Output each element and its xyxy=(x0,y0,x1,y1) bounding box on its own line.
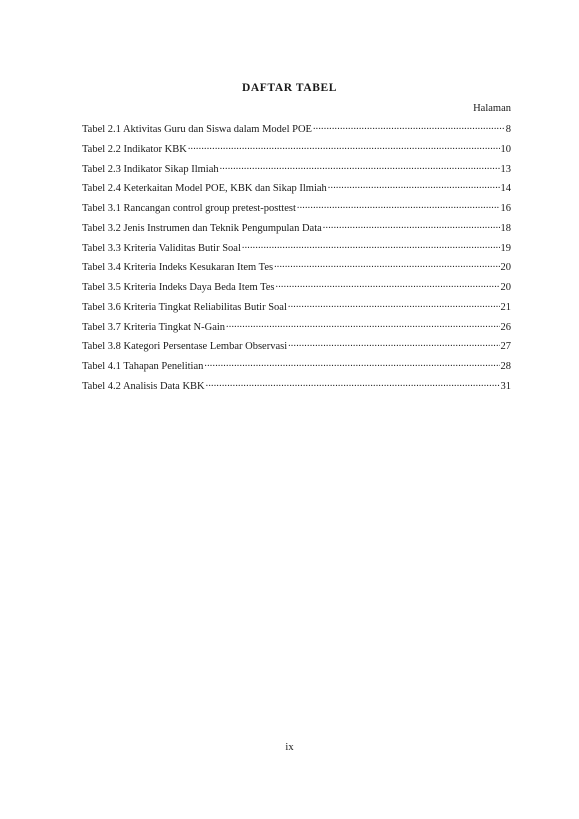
toc-entry-label: Tabel 3.8 Kategori Persentase Lembar Observasi xyxy=(82,341,288,353)
toc-entry-page: 18 xyxy=(500,222,511,234)
toc-entry[interactable] xyxy=(82,258,511,278)
toc-entry-page: 26 xyxy=(500,321,511,333)
dot-leader xyxy=(323,219,500,231)
toc-entry-label: Tabel 4.2 Analisis Data KBK xyxy=(82,380,205,392)
toc-entry-label: Tabel 3.5 Kriteria Indeks Daya Beda Item Tes xyxy=(82,282,275,293)
toc-entry-page: 21 xyxy=(500,301,511,313)
toc-entry-page: 28 xyxy=(500,361,511,372)
toc-entry[interactable] xyxy=(82,219,511,239)
toc-entry-label: Tabel 4.1 Tahapan Penelitian xyxy=(82,361,204,372)
toc-entry-page: 31 xyxy=(500,380,511,392)
toc-entry-label: Tabel 3.6 Kriteria Tingkat Reliabilitas Butir Soal xyxy=(82,301,287,313)
toc-entry-page: 14 xyxy=(500,183,511,195)
toc-entry-label: Tabel 2.4 Keterkaitan Model POE, KBK dan Sikap Ilmiah xyxy=(82,183,327,195)
toc-entry-label: Tabel 3.7 Kriteria Tingkat N-Gain xyxy=(82,321,226,333)
toc-entry[interactable] xyxy=(82,160,511,180)
toc-entry[interactable] xyxy=(82,239,511,259)
toc-entry-label: Tabel 2.3 Indikator Sikap Ilmiah xyxy=(82,163,219,175)
dot-leader xyxy=(313,120,505,132)
toc-entry-page: 27 xyxy=(500,341,511,353)
toc-entry-page: 20 xyxy=(500,262,511,274)
toc-entry-label: Tabel 3.2 Jenis Instrumen dan Teknik Pengumpulan Data xyxy=(82,222,322,234)
toc-entry[interactable] xyxy=(82,377,511,397)
dot-leader xyxy=(188,140,500,152)
dot-leader xyxy=(206,377,500,389)
toc-entry[interactable] xyxy=(82,357,511,377)
toc-entry-label: Tabel 2.1 Aktivitas Guru dan Siswa dalam Model POE xyxy=(82,124,312,135)
dot-leader xyxy=(220,160,500,172)
toc-entry-page: 20 xyxy=(500,282,511,293)
toc-entry[interactable] xyxy=(82,337,511,357)
toc-entry[interactable] xyxy=(82,199,511,219)
page-column-label: Halaman xyxy=(473,103,511,114)
toc-entry-page: 16 xyxy=(500,203,511,214)
page-number: ix xyxy=(285,742,294,753)
dot-leader xyxy=(328,179,500,191)
dot-leader xyxy=(288,298,500,310)
table-of-tables-list xyxy=(82,120,511,397)
page-title: DAFTAR TABEL xyxy=(241,82,338,94)
toc-entry-page: 19 xyxy=(500,242,511,254)
toc-entry-page: 8 xyxy=(505,124,511,135)
dot-leader xyxy=(274,258,499,270)
toc-entry[interactable] xyxy=(82,318,511,338)
toc-entry-label: Tabel 2.2 Indikator KBK xyxy=(82,143,187,155)
toc-entry[interactable] xyxy=(82,179,511,199)
toc-entry-page: 13 xyxy=(500,163,511,175)
dot-leader xyxy=(226,318,499,330)
toc-entry-label: Tabel 3.4 Kriteria Indeks Kesukaran Item Tes xyxy=(82,262,274,274)
toc-entry[interactable] xyxy=(82,120,511,140)
toc-entry-label: Tabel 3.1 Rancangan control group pretest-posttest xyxy=(82,203,296,214)
toc-entry-label: Tabel 3.3 Kriteria Validitas Butir Soal xyxy=(82,242,241,254)
toc-entry[interactable] xyxy=(82,278,511,298)
dot-leader xyxy=(276,278,500,290)
toc-entry[interactable] xyxy=(82,140,511,160)
toc-entry[interactable] xyxy=(82,298,511,318)
dot-leader xyxy=(297,199,500,211)
dot-leader xyxy=(204,357,499,369)
dot-leader xyxy=(288,337,499,349)
dot-leader xyxy=(242,239,500,251)
toc-entry-page: 10 xyxy=(500,143,511,155)
